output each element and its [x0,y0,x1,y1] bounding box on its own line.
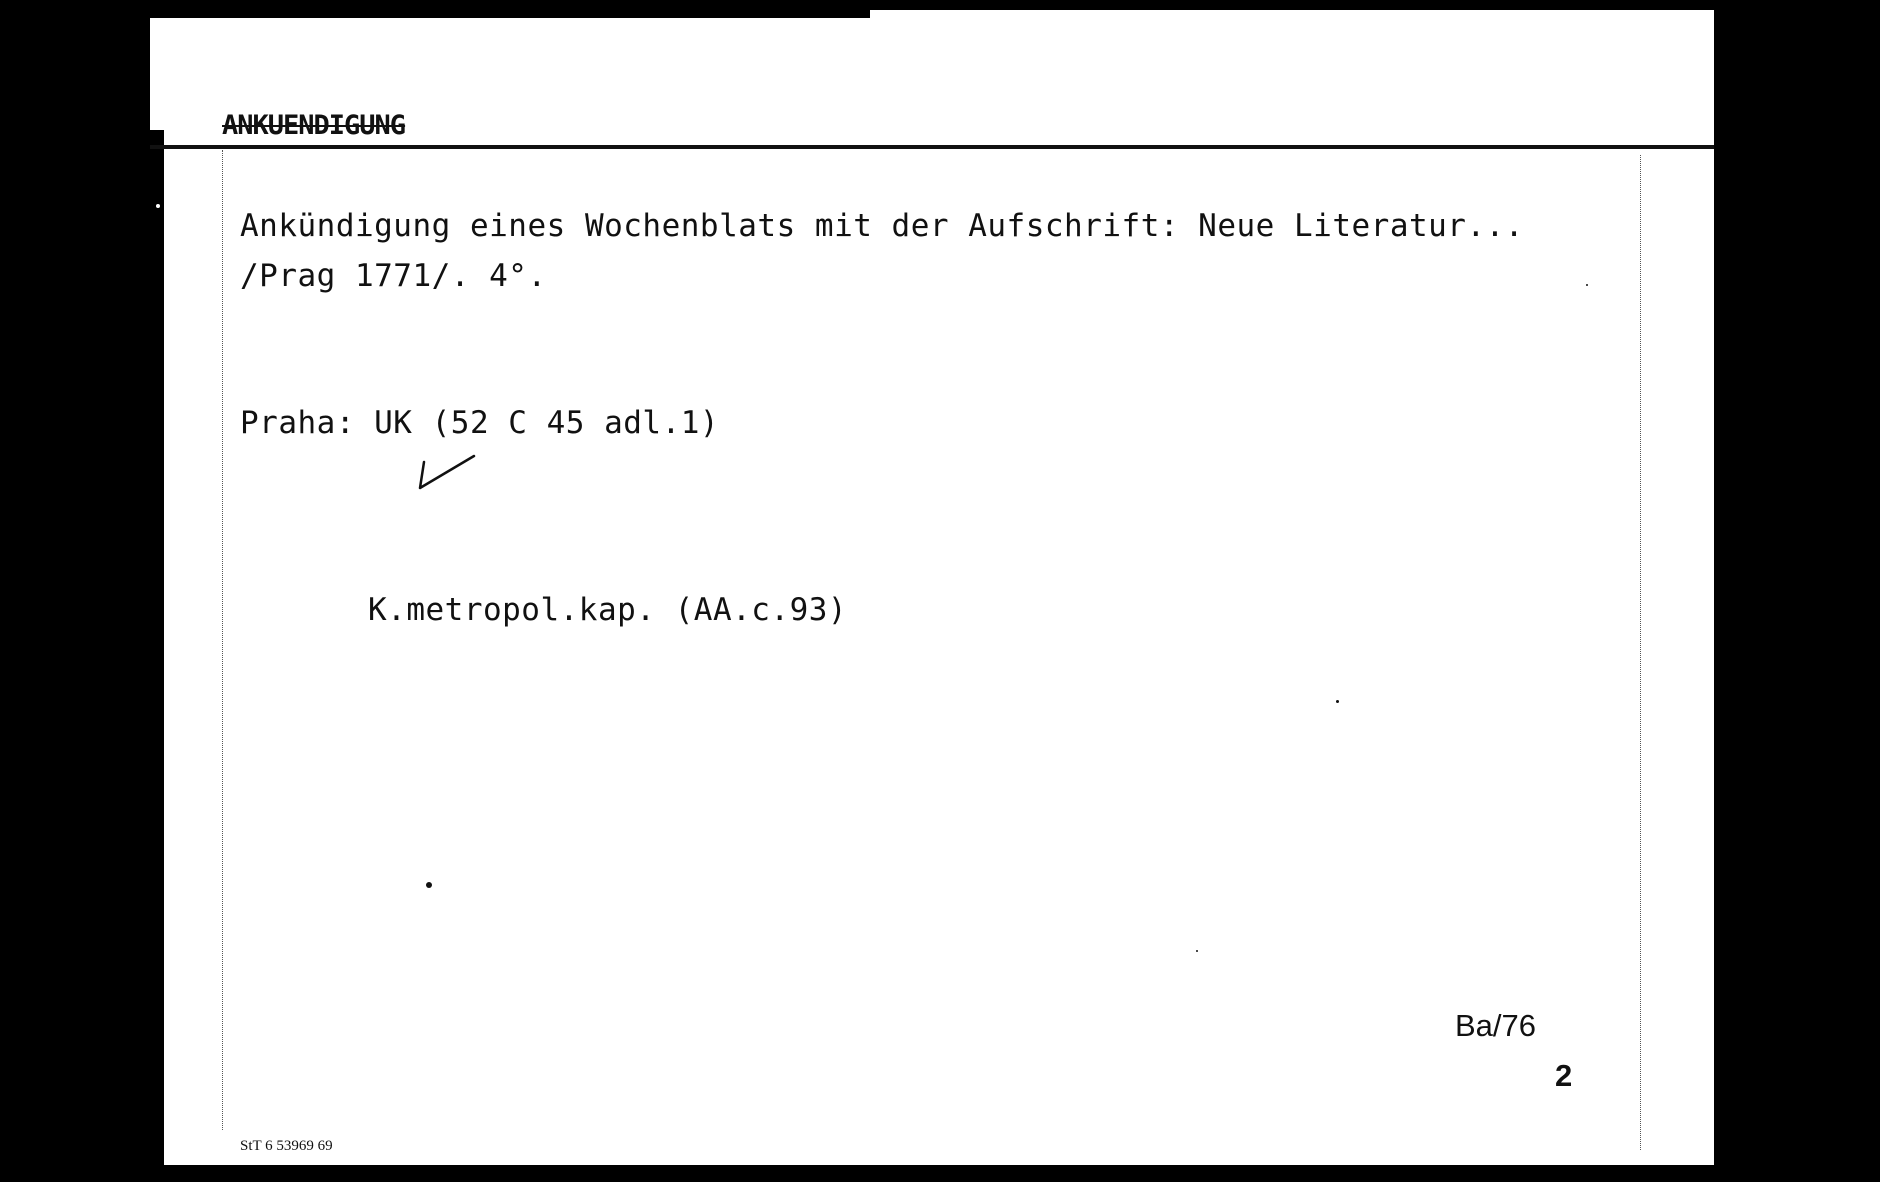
location-secondary: K.metropol.kap. (AA.c.93) [368,592,848,628]
location-primary: Praha: UK (52 C 45 adl.1) [240,405,720,441]
ink-speck [1586,284,1588,286]
heading-rule [150,145,1714,149]
description-line-1: Ankündigung eines Wochenblats mit der Aufschrift: Neue Literatur... [240,208,1524,244]
footer-code: StT 6 53969 69 [240,1138,333,1154]
handwritten-checkmark-icon [418,452,478,492]
cataloger-signature: Ba/76 [1455,1008,1537,1043]
card-heading: ANKUENDIGUNG [222,110,406,141]
ink-speck [1196,950,1198,952]
ink-speck [426,882,432,888]
margin-line-right [1640,155,1641,1150]
description-line-2: /Prag 1771/. 4°. [240,258,547,294]
ink-speck [156,204,160,208]
scan-edge-left [150,130,164,1170]
catalog-card [150,10,1714,1165]
card-number: 2 [1555,1058,1573,1093]
scan-edge-top [150,10,870,18]
ink-speck [1336,700,1339,703]
margin-line-left [222,150,223,1130]
